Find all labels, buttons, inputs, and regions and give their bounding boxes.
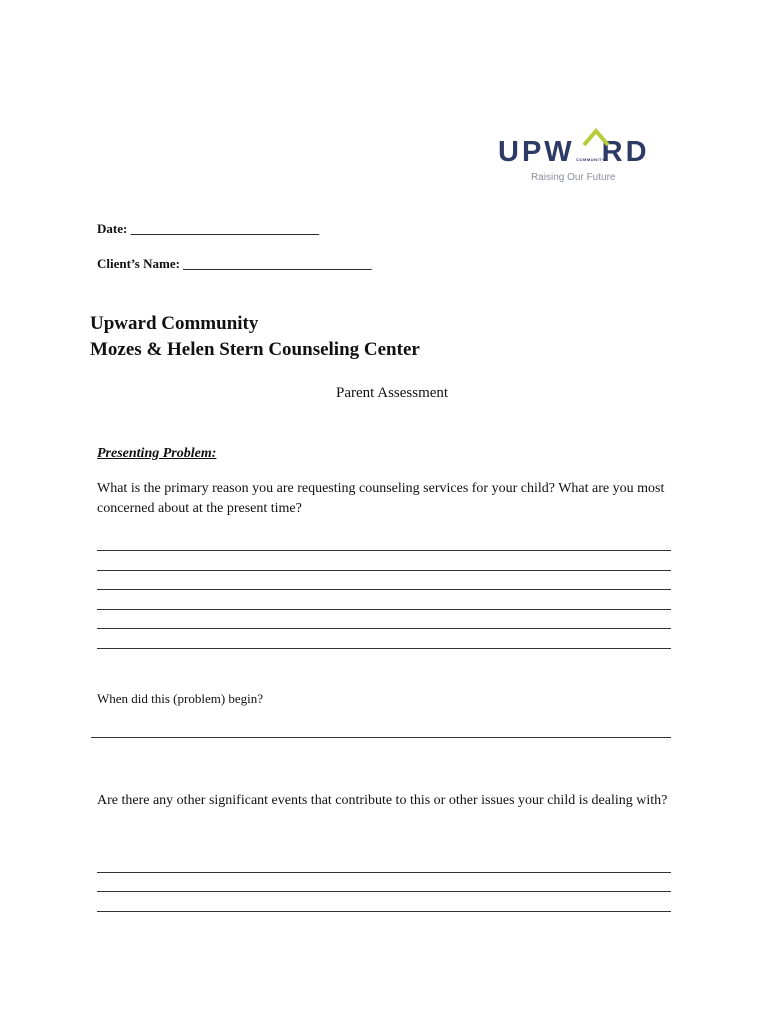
date-field[interactable] — [97, 221, 319, 237]
logo-chevron-icon — [581, 127, 611, 147]
date-label: Date: — [97, 221, 128, 236]
logo-tagline: Raising Our Future — [531, 172, 616, 183]
client-name-field[interactable] — [97, 256, 372, 272]
client-name-label: Client’s Name: — [97, 256, 180, 271]
answer-line[interactable] — [97, 589, 671, 590]
page-title: Parent Assessment — [336, 385, 449, 401]
client-name-blank[interactable]: _____________________________ — [183, 256, 372, 271]
answer-line[interactable] — [97, 891, 671, 892]
answer-line[interactable] — [97, 648, 671, 649]
date-blank[interactable]: _____________________________ — [130, 221, 320, 236]
answer-line[interactable] — [97, 872, 671, 873]
presenting-problem-question: What is the primary reason you are requesting counseling services for your child? What are you most concerned about at the present time? — [97, 481, 665, 516]
logo-wordmark: UPW RD — [498, 136, 650, 168]
logo-community-text: COMMUNITY — [576, 157, 606, 162]
upward-logo — [498, 124, 670, 188]
answer-line[interactable] — [97, 609, 671, 610]
answer-line[interactable] — [97, 911, 671, 912]
org-line-2: Mozes & Helen Stern Counseling Center — [90, 339, 420, 360]
answer-line[interactable] — [97, 570, 671, 571]
onset-question: When did this (problem) begin? — [97, 691, 264, 706]
presenting-problem-heading: Presenting Problem: — [97, 446, 217, 461]
other-events-question: Are there any other significant events that contribute to this or other issues your child is dealing with? — [97, 793, 668, 808]
answer-line[interactable] — [97, 628, 671, 629]
onset-answer-line[interactable] — [91, 737, 671, 738]
org-line-1: Upward Community — [90, 313, 259, 334]
answer-line[interactable] — [97, 550, 671, 551]
